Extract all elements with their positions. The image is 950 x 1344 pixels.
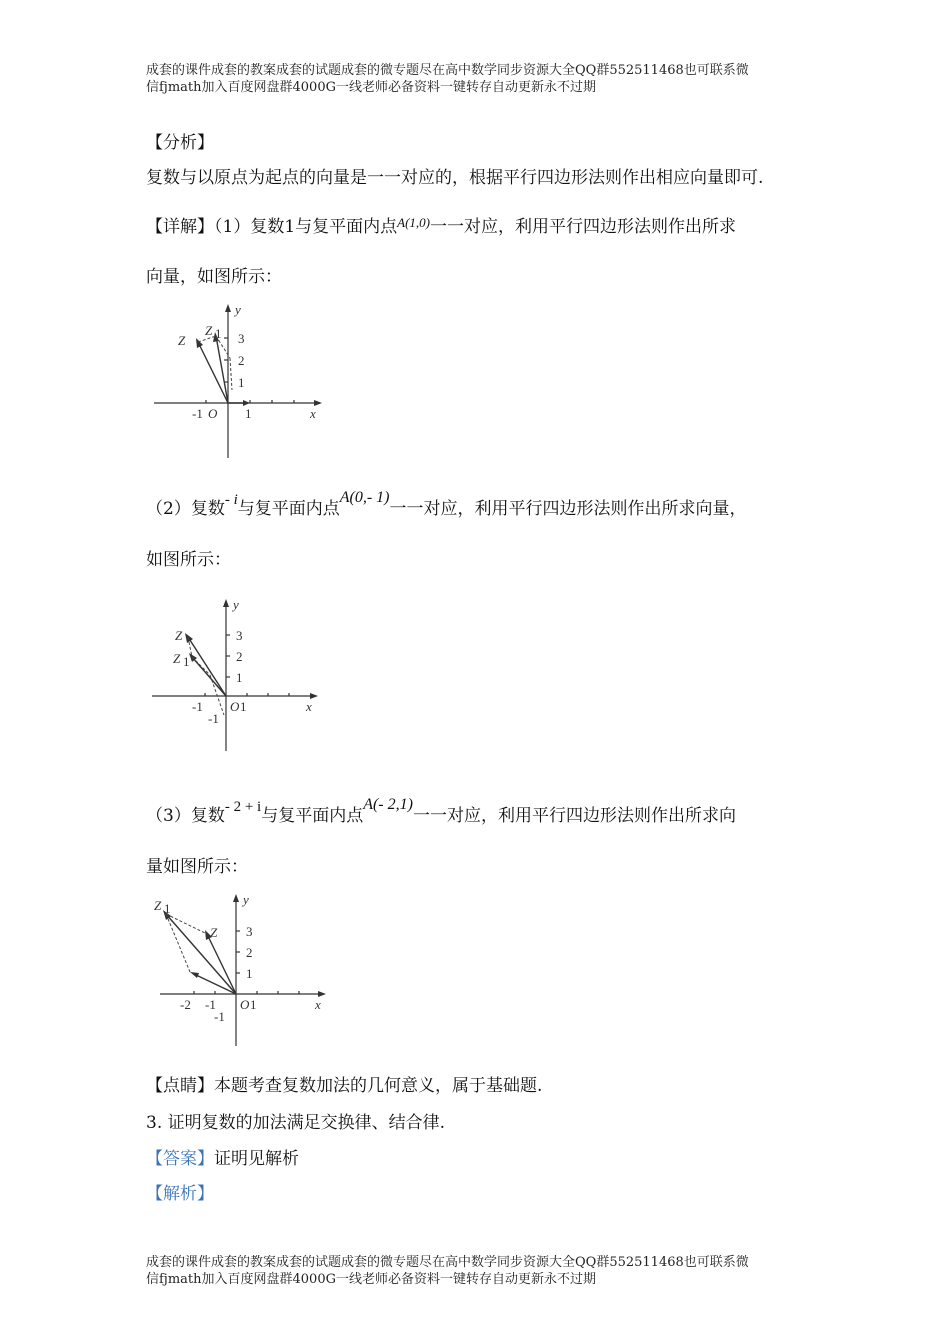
label-z1: Z bbox=[205, 323, 213, 338]
label-z1-sub: 1 bbox=[164, 901, 171, 916]
y-label: y bbox=[243, 892, 249, 907]
tick-neg1: -1 bbox=[192, 406, 203, 421]
origin-label: O bbox=[208, 406, 218, 421]
tick-2: 2 bbox=[246, 945, 253, 960]
detail-part3-cont: 量如图所示： bbox=[146, 857, 248, 877]
vector-z bbox=[207, 934, 236, 994]
x-label: x bbox=[306, 699, 312, 714]
page-header bbox=[146, 62, 826, 96]
complex-neg-i: - i bbox=[224, 492, 238, 508]
label-z1-sub: 1 bbox=[183, 654, 190, 669]
figure-3 bbox=[150, 890, 335, 1050]
tick-1: 1 bbox=[246, 966, 253, 981]
vector-z1 bbox=[166, 914, 236, 994]
comment bbox=[146, 1071, 542, 1096]
footer-line-2: 信fjmath加入百度网盘群4000G一线老师必备资料一键转存自动更新永不过期 bbox=[146, 1272, 596, 1287]
tick-x1: 1 bbox=[240, 699, 247, 714]
y-label: y bbox=[235, 302, 241, 317]
label-z: Z bbox=[210, 925, 218, 940]
page-footer bbox=[146, 1254, 826, 1288]
tick-3: 3 bbox=[246, 924, 253, 939]
detail-part1: 【详解】（1）复数1与复平面内点$^{A(1,0)}$一一对应，利用平行四边形法则作出所求 bbox=[146, 215, 736, 237]
header-line-2: 信fjmath加入百度网盘群4000G一线老师必备资料一键转存自动更新永不过期 bbox=[146, 80, 596, 95]
tick-1: 1 bbox=[238, 375, 245, 390]
tick-2: 2 bbox=[238, 353, 245, 368]
y-axis-arrow bbox=[225, 304, 231, 312]
point-a3: A(- 2,1) bbox=[363, 796, 413, 813]
tick-3: 3 bbox=[236, 628, 243, 643]
y-axis-arrow bbox=[223, 599, 229, 607]
complex-neg2-plus-i: - 2 + i bbox=[224, 799, 262, 815]
x-label: x bbox=[315, 997, 321, 1012]
vector-z1 bbox=[192, 657, 226, 696]
vector-z bbox=[188, 637, 226, 696]
solution-label: 【解析】 bbox=[146, 1184, 214, 1204]
analysis-heading: 【分析】 bbox=[146, 133, 214, 153]
tick-x1: 1 bbox=[245, 406, 252, 421]
point-a2: A(0,- 1) bbox=[339, 489, 390, 506]
answer bbox=[146, 1144, 299, 1169]
tick-x1: 1 bbox=[250, 997, 257, 1012]
label-z1: Z bbox=[154, 898, 162, 913]
answer-body: 证明见解析 bbox=[214, 1149, 299, 1169]
tick-y-neg1: -1 bbox=[214, 1009, 225, 1024]
dashed-line bbox=[230, 358, 232, 390]
y-axis-arrow bbox=[233, 894, 239, 902]
label-z: Z bbox=[175, 628, 183, 643]
vector-z bbox=[198, 342, 228, 403]
x-label: x bbox=[310, 406, 316, 421]
dashed-line bbox=[166, 914, 207, 934]
point-a1: A(1,0) bbox=[397, 215, 430, 230]
detail-part3: （3）复数- 2 + i与复平面内点A(- 2,1)一一对应，利用平行四边形法则作出所求向 bbox=[146, 796, 736, 826]
tick-y-neg1: -1 bbox=[208, 711, 219, 726]
figure-2 bbox=[148, 595, 328, 755]
tick-neg2: -2 bbox=[180, 997, 191, 1012]
comment-label: 【点睛】 bbox=[146, 1076, 214, 1096]
header-line-1: 成套的课件成套的教案成套的试题成套的微专题尽在高中数学同步资源大全QQ群552511468也可联系微 bbox=[146, 63, 749, 78]
tick-3: 3 bbox=[238, 331, 245, 346]
label-z1: Z bbox=[173, 651, 181, 666]
analysis-body: 复数与以原点为起点的向量是一一对应的，根据平行四边形法则作出相应向量即可. bbox=[146, 168, 764, 188]
comment-body: 本题考查复数加法的几何意义，属于基础题. bbox=[214, 1076, 543, 1096]
dashed-line bbox=[166, 914, 190, 972]
label-z: Z bbox=[178, 333, 186, 348]
question-3: 3. 证明复数的加法满足交换律、结合律. bbox=[146, 1113, 446, 1133]
tick-neg1: -1 bbox=[192, 699, 203, 714]
origin-label: O bbox=[240, 997, 250, 1012]
detail-part2: （2）复数- i与复平面内点A(0,- 1)一一对应，利用平行四边形法则作出所求向量， bbox=[146, 489, 747, 519]
footer-line-1: 成套的课件成套的教案成套的试题成套的微专题尽在高中数学同步资源大全QQ群552511468也可联系微 bbox=[146, 1255, 749, 1270]
label-z1-sub: 1 bbox=[215, 326, 222, 341]
tick-1: 1 bbox=[236, 670, 243, 685]
detail-part2-cont: 如图所示： bbox=[146, 550, 231, 570]
y-label: y bbox=[233, 597, 239, 612]
figure-1 bbox=[150, 300, 330, 460]
tick-2: 2 bbox=[236, 649, 243, 664]
origin-label: O bbox=[230, 699, 240, 714]
answer-label: 【答案】 bbox=[146, 1149, 214, 1169]
detail-label: 【详解】 bbox=[146, 217, 214, 237]
detail-part1-cont: 向量，如图所示： bbox=[146, 267, 282, 287]
tick-neg1: -1 bbox=[205, 997, 216, 1012]
